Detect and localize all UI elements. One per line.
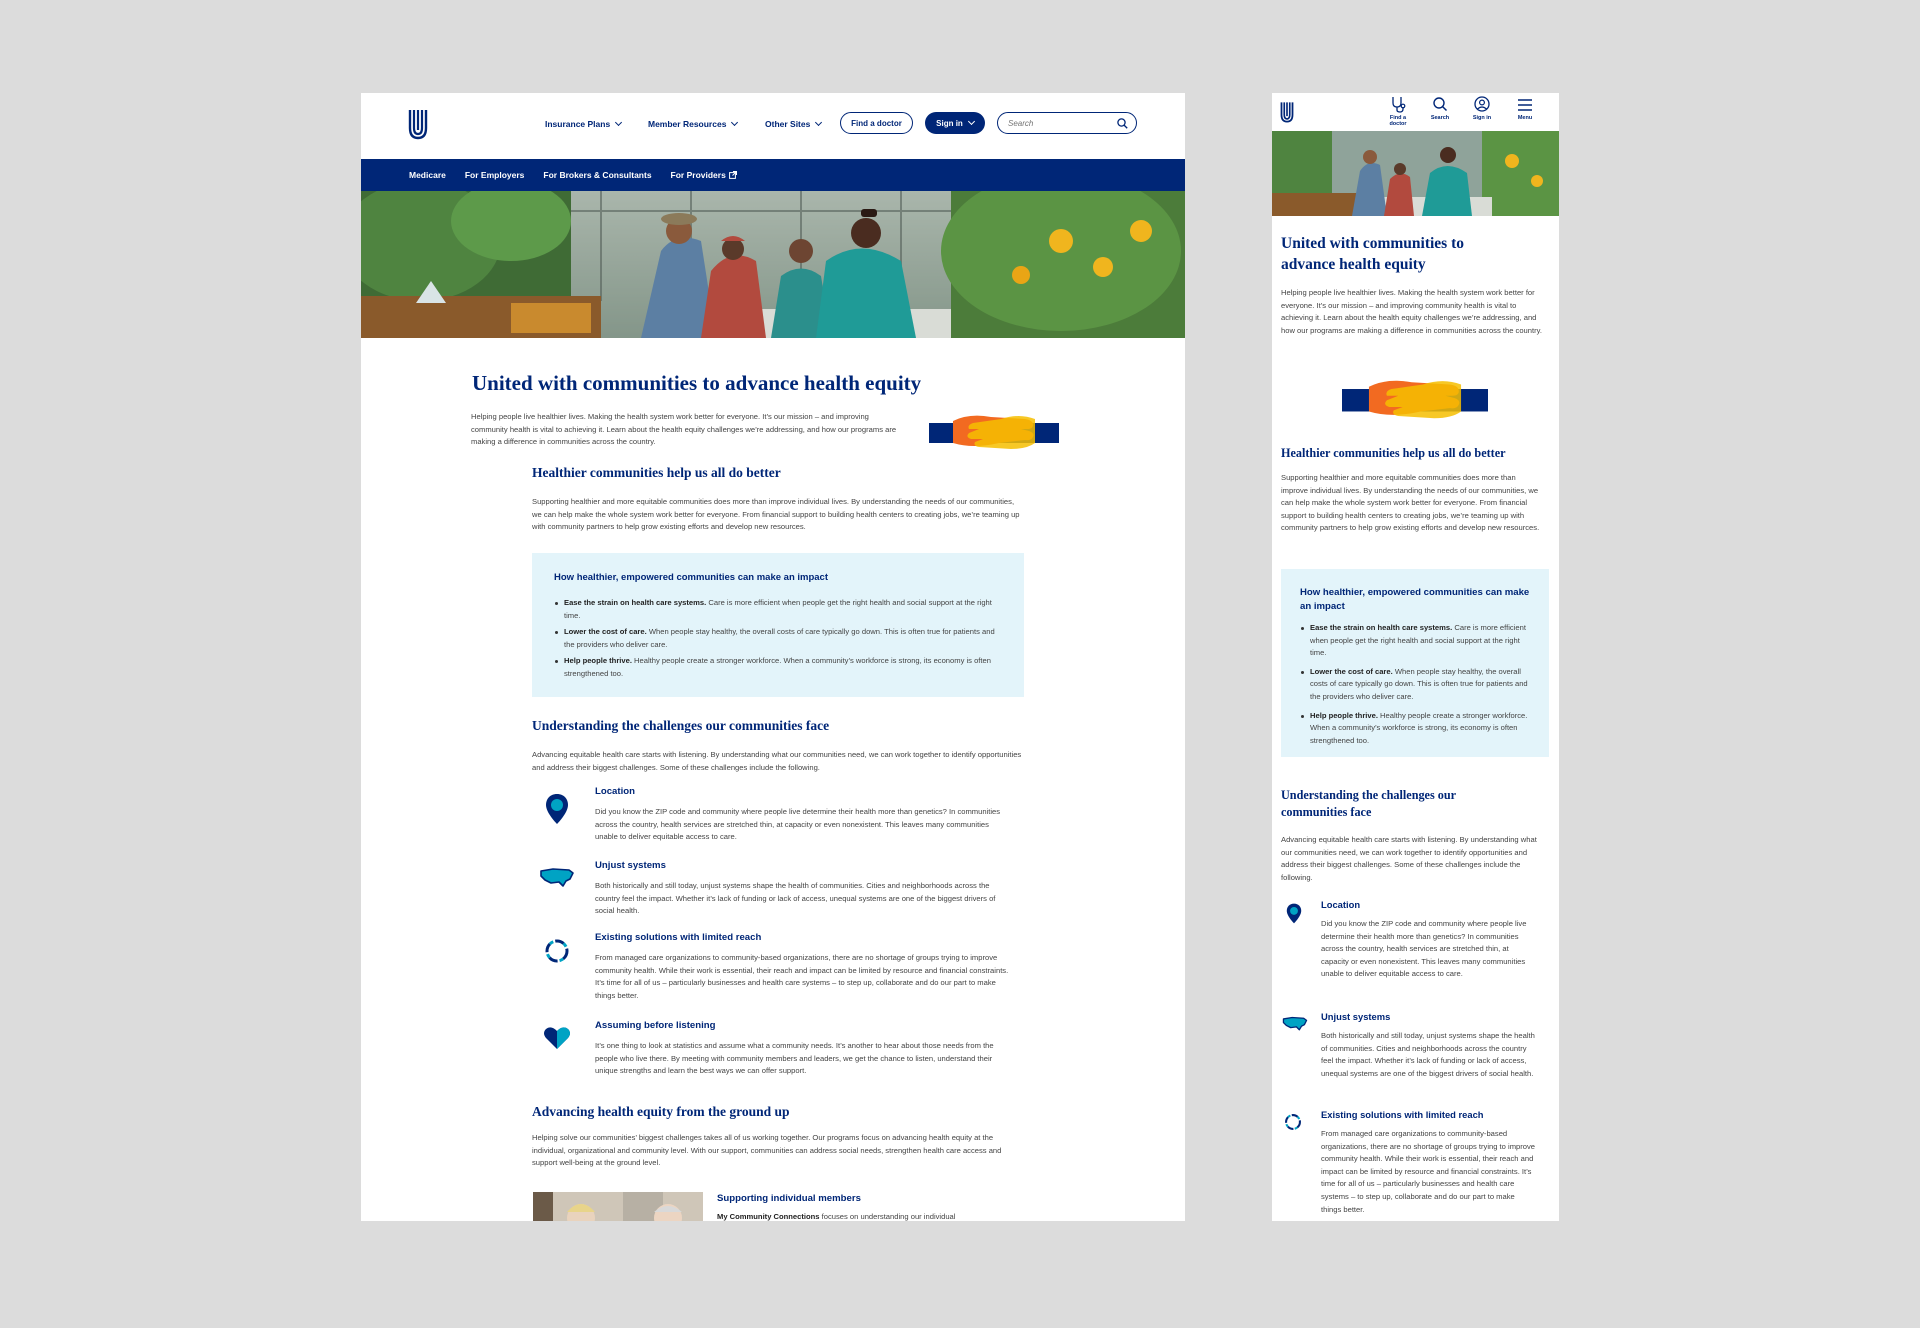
mobile-callout-heading: How healthier, empowered communities can make an impact	[1300, 587, 1530, 612]
search-icon[interactable]	[1117, 118, 1128, 129]
mobile-find-doctor[interactable]	[1381, 96, 1415, 127]
dotted-circle-icon	[1284, 1113, 1302, 1136]
mobile-challenge-title: Unjust systems	[1321, 1011, 1391, 1022]
dotted-circle-icon	[544, 938, 570, 969]
challenge-title: Unjust systems	[595, 860, 666, 871]
challenge-title: Location	[595, 786, 635, 797]
callout-item-bold: Lower the cost of care.	[1310, 666, 1393, 676]
mobile-search[interactable]	[1423, 96, 1457, 121]
us-map-icon	[539, 867, 575, 894]
intro-text: Helping people live healthier lives. Making the health system work better for everyone. It’s our mission – and improving community health is vital to achieving it. Learn about the health equity challenges we’re addressing, and how our programs are making a difference in communities across the country.	[471, 412, 897, 447]
callout-item-text: Healthy people create a stronger workforce. When a community’s workforce is strong, its economy is often strengthened too.	[564, 656, 991, 678]
mobile-sign-in[interactable]	[1465, 96, 1499, 121]
mobile-find-doctor-label: Find a doctor	[1389, 115, 1407, 127]
brand-logo[interactable]	[408, 108, 428, 140]
mobile-sign-in-label: Sign in	[1472, 115, 1492, 121]
mobile-challenge-body: Did you know the ZIP code and community where people live determine their health more than genetics? In communities across the country, health services are stretched thin, at capacity or even nonexistent. This leaves many communities unable to deliver equitable access to care.	[1321, 919, 1527, 979]
nav-other-sites[interactable]: Other Sites	[765, 119, 821, 129]
callout-item-text: Healthy people create a stronger workforce. When a community’s workforce is strong, its economy is often strengthened too.	[1310, 710, 1528, 745]
chevron-down-icon	[731, 119, 738, 126]
program-lead	[717, 1211, 1017, 1221]
callout-item-text: When people stay healthy, the overall costs of care typically go down. This is often true for patients and the providers who deliver care.	[564, 627, 995, 649]
callout-item	[1300, 622, 1530, 660]
callout-item-bold: Ease the strain on health care systems.	[1310, 623, 1453, 632]
callout-item-text: When people stay healthy, the overall costs of care typically go down. This is often true for patients and the providers who deliver care.	[1310, 666, 1528, 701]
mobile-challenge-title: Existing solutions with limited reach	[1321, 1109, 1484, 1120]
chevron-down-icon	[615, 119, 622, 126]
us-map-icon	[1282, 1016, 1308, 1037]
chevron-down-icon	[968, 118, 975, 125]
callout-item	[554, 597, 1002, 622]
subnav-employers[interactable]: For Employers	[464, 170, 525, 180]
audience-subnav	[361, 159, 1185, 191]
mobile-menu-label: Menu	[1517, 115, 1533, 121]
callout-item-bold: Lower the cost of care.	[564, 627, 647, 637]
section-body-challenges: Advancing equitable health care starts with listening. By understanding what our communities need, we can work together to identify opportunities and address their biggest challenges. Some of these challenges include the following.	[532, 750, 1022, 772]
mobile-section-heading-healthier: Healthier communities help us all do better	[1281, 446, 1506, 460]
callout-item	[1300, 710, 1530, 748]
hands-illustration	[929, 409, 1059, 458]
mobile-section-body-healthier: Supporting healthier and more equitable communities does more than improve individual lives. By understanding the needs of our communities, we can help make the whole system work better for everyone. From financial support to building health centers to creating jobs, we’re teaming up with community partners to help grow existing efforts and develop new resources.	[1281, 473, 1540, 533]
program-lead-bold: My Community Connections	[717, 1212, 820, 1221]
section-heading-challenges: Understanding the challenges our communities face	[532, 718, 830, 733]
site-header	[361, 93, 1185, 159]
sign-in-button[interactable]: Sign in	[925, 112, 985, 134]
challenge-body: From managed care organizations to community-based organizations, there are no shortage of groups trying to improve community health. While their work is essential, their reach and impact can be limited by resource and financial constraints. It’s time for all of us – particularly businesses and health care systems – to step up, collaborate and do our part to make things better.	[595, 953, 1009, 1000]
challenge-title: Existing solutions with limited reach	[595, 932, 762, 943]
heart-icon	[543, 1026, 571, 1055]
mobile-section-body-challenges: Advancing equitable health care starts with listening. By understanding what our communities need, we can work together to identify opportunities and address their biggest challenges. Some of these challenges include the following.	[1281, 835, 1537, 882]
hero-image	[1272, 131, 1559, 216]
mobile-search-label: Search	[1430, 115, 1450, 121]
nav-insurance-plans[interactable]: Insurance Plans	[545, 119, 621, 129]
mobile-impact-callout	[1281, 569, 1549, 757]
callout-item-bold: Help people thrive.	[1310, 710, 1378, 720]
user-icon	[1474, 96, 1490, 114]
find-doctor-button[interactable]: Find a doctor	[840, 112, 913, 134]
impact-callout	[532, 553, 1024, 697]
program-title: Supporting individual members	[717, 1193, 861, 1204]
callout-item-text: Care is more efficient when people get the right health and social support at the right time.	[1310, 623, 1526, 658]
mobile-header	[1272, 93, 1559, 127]
program-image	[533, 1192, 703, 1221]
mobile-menu[interactable]	[1508, 96, 1542, 121]
mobile-section-heading-challenges: Understanding the challenges our communities face	[1281, 788, 1456, 819]
challenge-title: Assuming before listening	[595, 1020, 716, 1031]
challenge-body: It’s one thing to look at statistics and assume what a community needs. It’s another to hear about those needs from the people who live there. By meeting with community members and leaders, we get the chance to listen, understand their unique strengths and learn the best ways we can offer support.	[595, 1041, 994, 1076]
mobile-challenge-body: Both historically and still today, unjust systems shape the health of communities. Cities and neighborhoods across the country feel the impact. Whether it’s lack of funding or lack of access, unequal systems are one of the biggest drivers of social health.	[1321, 1031, 1535, 1078]
callout-item-bold: Help people thrive.	[564, 656, 632, 666]
challenge-body: Both historically and still today, unjust systems shape the health of communities. Cities and neighborhoods across the country feel the impact. Whether it’s lack of funding or lack of access, unequal systems are one of the biggest drivers of social health.	[595, 881, 996, 916]
brand-logo[interactable]	[1280, 101, 1294, 123]
callout-item	[1300, 666, 1530, 704]
callout-item-bold: Ease the strain on health care systems.	[564, 598, 707, 607]
external-link-icon	[729, 171, 737, 179]
location-pin-icon	[545, 793, 569, 830]
callout-heading: How healthier, empowered communities can make an impact	[554, 572, 829, 583]
location-pin-icon	[1286, 903, 1302, 929]
stethoscope-icon	[1390, 96, 1406, 114]
search-input[interactable]	[1006, 118, 1090, 129]
section-body-healthier: Supporting healthier and more equitable communities does more than improve individual lives. By understanding the needs of our communities, we can help make the whole system work better for everyone. From financial support to building health centers to creating jobs, we’re teaming up with community partners to help grow existing efforts and develop new resources.	[532, 497, 1020, 532]
mobile-challenge-title: Location	[1321, 899, 1361, 910]
subnav-medicare[interactable]: Medicare	[409, 170, 446, 180]
mobile-page	[1272, 93, 1559, 1221]
mobile-page-title: United with communities to advance health equity	[1281, 235, 1464, 273]
desktop-page	[361, 93, 1185, 1221]
subnav-providers[interactable]	[671, 170, 737, 180]
callout-item	[554, 626, 1002, 651]
callout-item	[554, 655, 1002, 680]
hero-image	[361, 191, 1185, 338]
section-heading-healthier: Healthier communities help us all do better	[532, 465, 781, 480]
search-icon	[1432, 96, 1448, 114]
mobile-challenge-body: From managed care organizations to community-based organizations, there are no shortage of groups trying to improve community health. While their work is essential, their reach and impact can be limited by resource and financial constraints. It’s time for all of us – particularly businesses and health care systems – to step up, collaborate and do our part to make things better.	[1321, 1129, 1536, 1214]
callout-item-text: Care is more efficient when people get the right health and social support at the right time.	[564, 598, 992, 620]
mobile-intro-text: Helping people live healthier lives. Making the health system work better for everyone. It’s our mission – and improving community health is vital to achieving it. Learn about the health equity challenges we’re addressing, and how our programs are making a difference in communities across the country.	[1281, 288, 1542, 335]
section-heading-advancing: Advancing health equity from the ground up	[532, 1104, 790, 1119]
challenge-body: Did you know the ZIP code and community where people live determine their health more than genetics? In communities across the country, health services are stretched thin, at capacity or even nonexistent. This leaves many communities unable to deliver equitable access to care.	[595, 807, 1001, 842]
section-body-advancing: Helping solve our communities’ biggest challenges takes all of us working together. Our programs focus on advancing health equity at the individual, organizational and community level. With our support, communities can address social needs, strengthen health care access and support well-being at the ground level.	[532, 1133, 1002, 1168]
page-title: United with communities to advance health equity	[472, 371, 922, 395]
hands-illustration	[1342, 373, 1488, 428]
chevron-down-icon	[815, 119, 822, 126]
search-box[interactable]	[997, 112, 1137, 134]
subnav-brokers[interactable]: For Brokers & Consultants	[543, 170, 652, 180]
program-lead-text: focuses on understanding our individual	[819, 1212, 956, 1221]
nav-member-resources[interactable]: Member Resources	[648, 119, 737, 129]
menu-icon	[1517, 96, 1533, 114]
subnav-providers-label: For Providers	[670, 170, 726, 180]
